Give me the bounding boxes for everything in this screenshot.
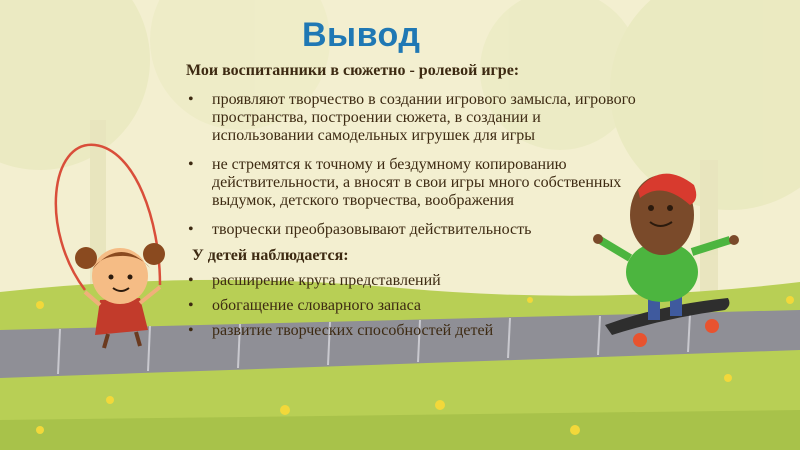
list-item: • творчески преобразовывают действительность [186,221,636,239]
section-heading-observed: У детей наблюдается: [192,247,349,264]
slide-content [186,62,636,340]
pupils-list [186,91,636,239]
list-item: • развитие творческих способностей детей [186,322,636,340]
list-item: • проявляют творчество в создании игрового замысла, игрового пространства, построении сюжета, в создании и использовании самодельных игрушек для игры [186,91,636,145]
list-item: • расширение круга представлений [186,272,636,290]
list-item: • обогащение словарного запаса [186,297,636,315]
slide-title: Вывод [302,16,421,54]
list-item: • не стремятся к точному и бездумному копированию действительности, а вносят в свои игры много собственных выдумок, детского творчества, воображения [186,156,636,210]
observed-list [186,272,636,340]
section-heading-pupils: Мои воспитанники в сюжетно - ролевой игре: [186,62,520,79]
